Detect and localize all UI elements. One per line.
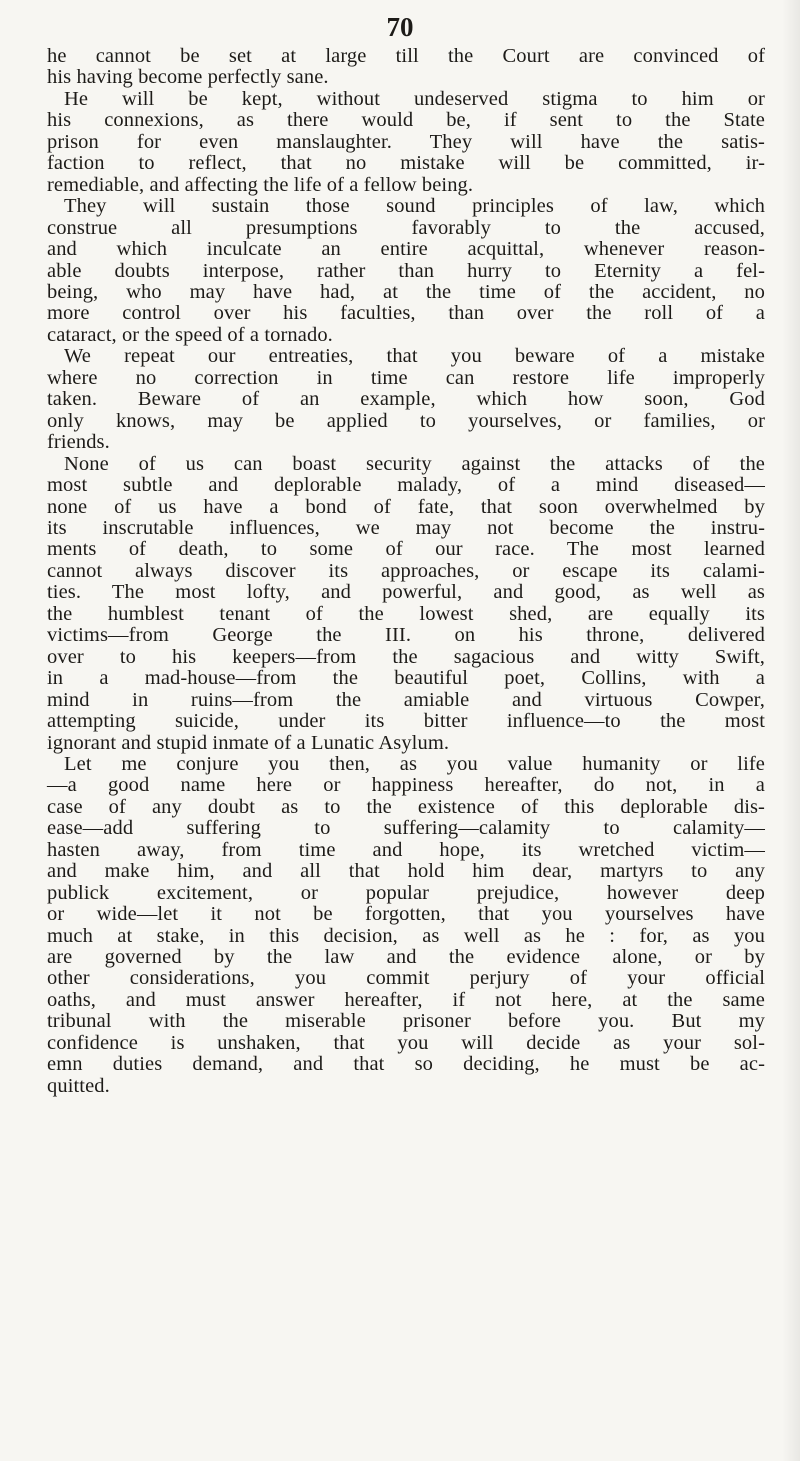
text-line: over to his keepers—from the sagacious and witty Swift, [47, 645, 765, 668]
text-line: They will sustain those sound principles of law, which [64, 195, 765, 218]
text-line: other considerations, you commit perjury of your official [47, 967, 765, 990]
text-line: tribunal with the miserable prisoner before you. But my [47, 1010, 765, 1033]
text-line: friends. [47, 431, 110, 454]
text-line: publick excitement, or popular prejudice, however deep [47, 881, 765, 904]
text-line: cannot always discover its approaches, or escape its calami- [47, 559, 765, 582]
text-line: and which inculcate an entire acquittal, whenever reason- [47, 238, 765, 261]
text-line: confidence is unshaken, that you will decide as your sol- [47, 1031, 765, 1054]
text-line: his having become perfectly sane. [47, 66, 329, 89]
text-line: ties. The most lofty, and powerful, and good, as well as [47, 581, 765, 604]
text-line: case of any doubt as to the existence of this deplorable dis- [47, 795, 765, 818]
text-line: much at stake, in this decision, as well as he : for, as you [47, 924, 765, 947]
text-line: are governed by the law and the evidence alone, or by [47, 946, 765, 969]
text-line: We repeat our entreaties, that you beware of a mistake [64, 345, 765, 368]
text-line: most subtle and deplorable malady, of a mind diseased— [47, 474, 765, 497]
text-line: the humblest tenant of the lowest shed, are equally its [47, 602, 765, 625]
text-line: He will be kept, without undeserved stigma to him or [64, 87, 765, 110]
text-line: and make him, and all that hold him dear, martyrs to any [47, 860, 765, 883]
text-line: prison for even manslaughter. They will have the satis- [47, 130, 765, 153]
text-line: construe all presumptions favorably to the accused, [47, 216, 765, 239]
text-line: being, who may have had, at the time of the accident, no [47, 280, 765, 303]
text-line: oaths, and must answer hereafter, if not here, at the same [47, 988, 765, 1011]
text-line: hasten away, from time and hope, its wretched victim— [47, 838, 765, 861]
text-line: emn duties demand, and that so deciding, he must be ac- [47, 1053, 765, 1076]
text-line: his connexions, as there would be, if sent to the State [47, 109, 765, 132]
text-line: ments of death, to some of our race. The most learned [47, 538, 765, 561]
page-edge-shadow [782, 0, 800, 1461]
text-line: mind in ruins—from the amiable and virtuous Cowper, [47, 688, 765, 711]
text-line: taken. Beware of an example, which how soon, God [47, 388, 765, 411]
text-line: where no correction in time can restore life improperly [47, 366, 765, 389]
text-line: cataract, or the speed of a tornado. [47, 323, 333, 346]
text-line: none of us have a bond of fate, that soon overwhelmed by [47, 495, 765, 518]
text-line: able doubts interpose, rather than hurry to Eternity a fel- [47, 259, 765, 282]
text-line: ignorant and stupid inmate of a Lunatic Asylum. [47, 731, 450, 754]
text-line: attempting suicide, under its bitter influence—to the most [47, 710, 765, 733]
text-line: —a good name here or happiness hereafter, do not, in a [47, 774, 765, 797]
text-line: or wide—let it not be forgotten, that you yourselves have [47, 903, 765, 926]
text-line: None of us can boast security against the attacks of the [64, 452, 765, 475]
text-line: more control over his faculties, than over the roll of a [47, 302, 765, 325]
text-line: its inscrutable influences, we may not become the instru- [47, 516, 765, 539]
text-line: he cannot be set at large till the Court are convinced of [47, 45, 765, 67]
text-line: remediable, and affecting the life of a fellow being. [47, 173, 474, 196]
text-line: Let me conjure you then, as you value humanity or life [64, 752, 765, 775]
body-text [47, 46, 765, 1097]
text-line: in a mad-house—from the beautiful poet, Collins, with a [47, 667, 765, 690]
text-line: only knows, may be applied to yourselves, or families, or [47, 409, 765, 432]
text-line: victims—from George the III. on his throne, delivered [47, 624, 765, 647]
text-line: ease—add suffering to suffering—calamity to calamity— [47, 817, 765, 840]
text-line: faction to reflect, that no mistake will be committed, ir- [47, 152, 765, 175]
page-number: 70 [386, 12, 414, 42]
text-line: quitted. [47, 1074, 110, 1097]
